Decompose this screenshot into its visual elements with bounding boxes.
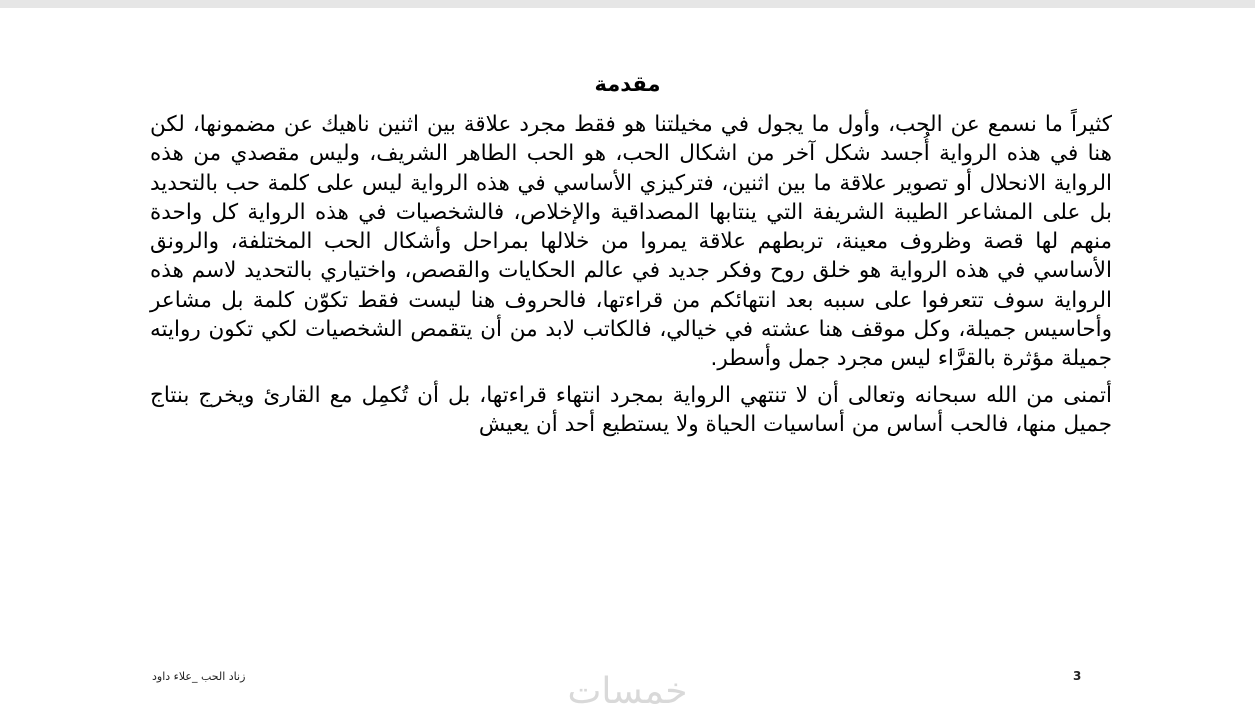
watermark-logo: خمسات: [567, 671, 688, 712]
section-title: مقدمة: [594, 72, 661, 96]
page-number: 3: [1073, 669, 1082, 683]
body-text: [150, 110, 1112, 439]
viewer-top-bar: [0, 0, 1255, 8]
paragraph-1: كثيراً ما نسمع عن الحب، وأول ما يجول في مخيلتنا هو فقط مجرد علاقة بين اثنين ناهيك عن مضمونها، لكن هنا في هذه الرواية أُجسد شكل آخر من اشكال الحب، هو الحب الطاهر الشريف، وليس مقصدي من هذه الرواية الانحلال أو تصوير علاقة ما بين اثنين، فتركيزي الأساسي في هذه الرواية ليس على كلمة حب بالتحديد بل على المشاعر الطيبة الشريفة التي ينتابها المصداقية والإخلاص، فالشخصيات في هذه الرواية كل واحدة منهم لها قصة وظروف معينة، تربطهم علاقة يمروا من خلالها بمراحل وأشكال الحب المختلفة، والرونق الأساسي في هذه الرواية هو خلق روح وفكر جديد في عالم الحكايات والقصص، واختياري بالتحديد لاسم هذه الرواية سوف تتعرفوا على سببه بعد انتهائكم من قراءتها، فالحروف هنا ليست فقط تكوّن كلمة بل مشاعر وأحاسيس جميلة، وكل موقف هنا عشته في خيالي، فالكاتب لابد من أن يتقمص الشخصيات لكي تكون روايته جميلة مؤثرة بالقرَّاء ليس مجرد جمل وأسطر.: [150, 112, 1112, 372]
paragraph-2: أتمنى من الله سبحانه وتعالى أن لا تنتهي الرواية بمجرد انتهاء قراءتها، بل أن تُكمِل مع القارئ ويخرج بنتاج جميل منها، فالحب أساس من أساسيات الحياة ولا يستطيع أحد أن يعيش: [150, 382, 1112, 437]
document-page: [0, 8, 1255, 720]
footer-book-author: زناد الحب _علاء داود: [152, 670, 246, 683]
